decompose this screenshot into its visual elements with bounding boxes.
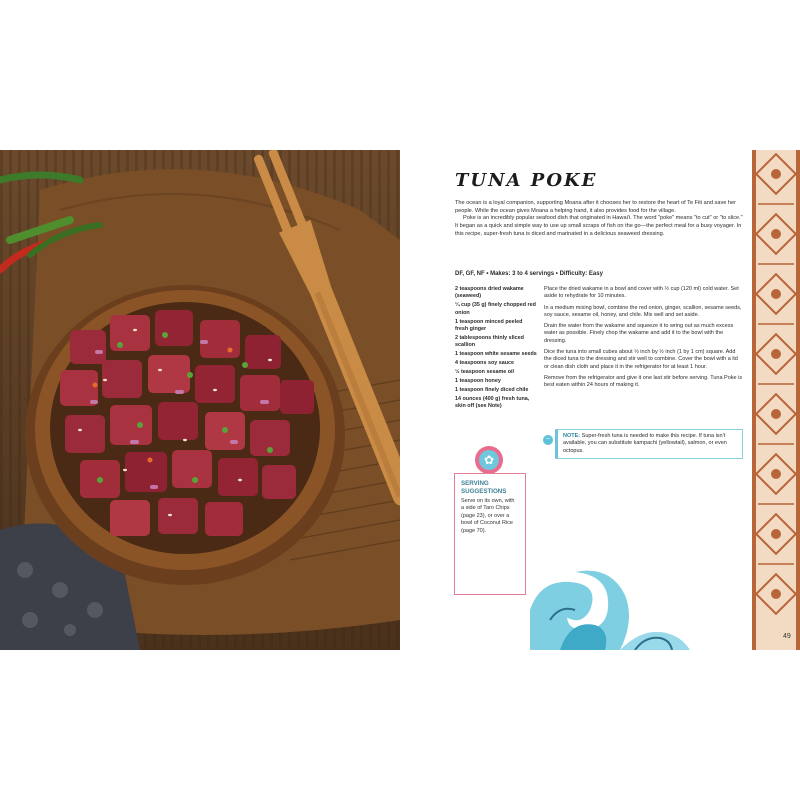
ingredient-item: 4 teaspoons soy sauce <box>455 360 515 367</box>
intro-paragraph: Poke is an incredibly popular seafood dish that originated in Hawai'i. The word "poke" means "to cut" or "to slice." It began as a quick and simple way to use up small scraps of fish on the go—the perfect meal for a busy voyager. In this recipe, super-fresh tuna is diced and marinated in a delicious seaweed dressing. <box>455 215 743 237</box>
method-step: Place the dried wakame in a bowl and cover with ½ cup (120 ml) cold water. Set aside to rehydrate for 10 minutes. <box>544 286 739 300</box>
ingredient-item: 1 teaspoon finely diced chile <box>455 387 529 394</box>
ingredient-item: ½ teaspoon sesame oil <box>455 369 515 376</box>
note-text: Super-fresh tuna is needed to make this recipe. If tuna isn't available, you can substitute kampachi (yellowtail), salmon, or even octopus. <box>563 433 727 454</box>
ocean-wave-illustration <box>530 570 690 650</box>
method-step: Dice the tuna into small cubes about ½ inch by ½ inch (1 by 1 cm) square. Add the diced tuna to the dressing and stir well to combine. Cover the bowl with a lid or clean dish cloth and place it in the refrigerator for at least 1 hour. <box>544 349 738 370</box>
method-step: Remove from the refrigerator and give it one last stir before serving. Tuna Poke is best eaten within 24 hours of making it. <box>544 374 743 389</box>
serving-suggestions-text: Serve on its own, with a side of Taro Chips (page 23), or over a bowl of Coconut Rice (page 70). <box>461 498 515 534</box>
ingredient-item: 1 teaspoon honey <box>455 378 501 385</box>
ingredient-item: 1 teaspoon minced peeled fresh ginger <box>455 318 523 332</box>
tapa-pattern <box>752 150 800 650</box>
ocean-swirl-icon: ~ <box>543 435 553 445</box>
method-step: In a medium mixing bowl, combine the red onion, ginger, scallion, sesame seeds, soy sauce, sesame oil, honey, and chile. Mix well and set aside. <box>544 304 742 318</box>
intro-paragraph: The ocean is a loyal companion, supporting Moana after it chooses her to restore the heart of Te Fiti and save her people. While the ocean gives Moana a helping hand, it also provides food for the village. <box>455 200 736 214</box>
tuna-poke-photo <box>0 150 400 650</box>
ingredient-item: 2 tablespoons thinly sliced scallion <box>455 334 524 349</box>
book-spread <box>0 150 800 650</box>
ingredient-item: 2 teaspoons dried wakame (seaweed) <box>455 286 524 300</box>
serving-suggestions-title: SERVING SUGGESTIONS <box>461 480 507 495</box>
method-step: Drain the water from the wakame and squeeze it to wring out as much excess water as possible. Finely chop the wakame and add it to the bowl with the dressing. <box>544 323 734 344</box>
ingredient-item: 1 teaspoon white sesame seeds <box>455 351 537 358</box>
flower-badge-icon: ✿ <box>479 450 499 470</box>
serving-suggestions-box <box>454 473 526 595</box>
ingredient-list <box>455 286 537 412</box>
note-box <box>555 429 743 459</box>
note-label: NOTE: <box>563 433 581 439</box>
recipe-page <box>400 150 800 650</box>
ingredient-item: ¼ cup (35 g) finely chopped red onion <box>455 302 536 316</box>
recipe-meta: DF, GF, NF • Makes: 3 to 4 servings • Difficulty: Easy <box>455 271 603 277</box>
page-number: 49 <box>783 633 791 640</box>
method-steps <box>544 286 744 394</box>
ingredient-item: 14 ounces (400 g) fresh tuna, skin off (see Note) <box>455 396 530 410</box>
recipe-title: TUNA POKE <box>455 170 598 191</box>
decorative-border <box>752 150 800 650</box>
photo-illustration <box>0 150 400 650</box>
recipe-intro <box>455 200 745 239</box>
